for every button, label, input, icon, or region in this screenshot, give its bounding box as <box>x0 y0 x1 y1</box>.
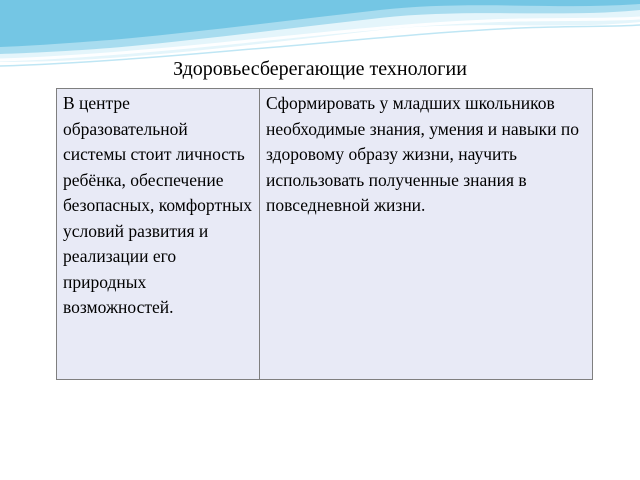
slide-title-text: Здоровьесберегающие технологии <box>173 58 467 80</box>
table-cell-left: В центре образовательной системы стоит личность ребёнка, обеспечение безопасных, комфортных условий развития и реализации его природных возможностей. <box>57 89 260 380</box>
table-cell-right: Сформировать у младших школьников необходимые знания, умения и навыки по здоровому образу жизни, научить использовать полученные знания в повседневной жизни. <box>260 89 593 380</box>
table-row <box>57 89 593 380</box>
content-table <box>56 88 593 380</box>
slide-title <box>0 58 640 81</box>
